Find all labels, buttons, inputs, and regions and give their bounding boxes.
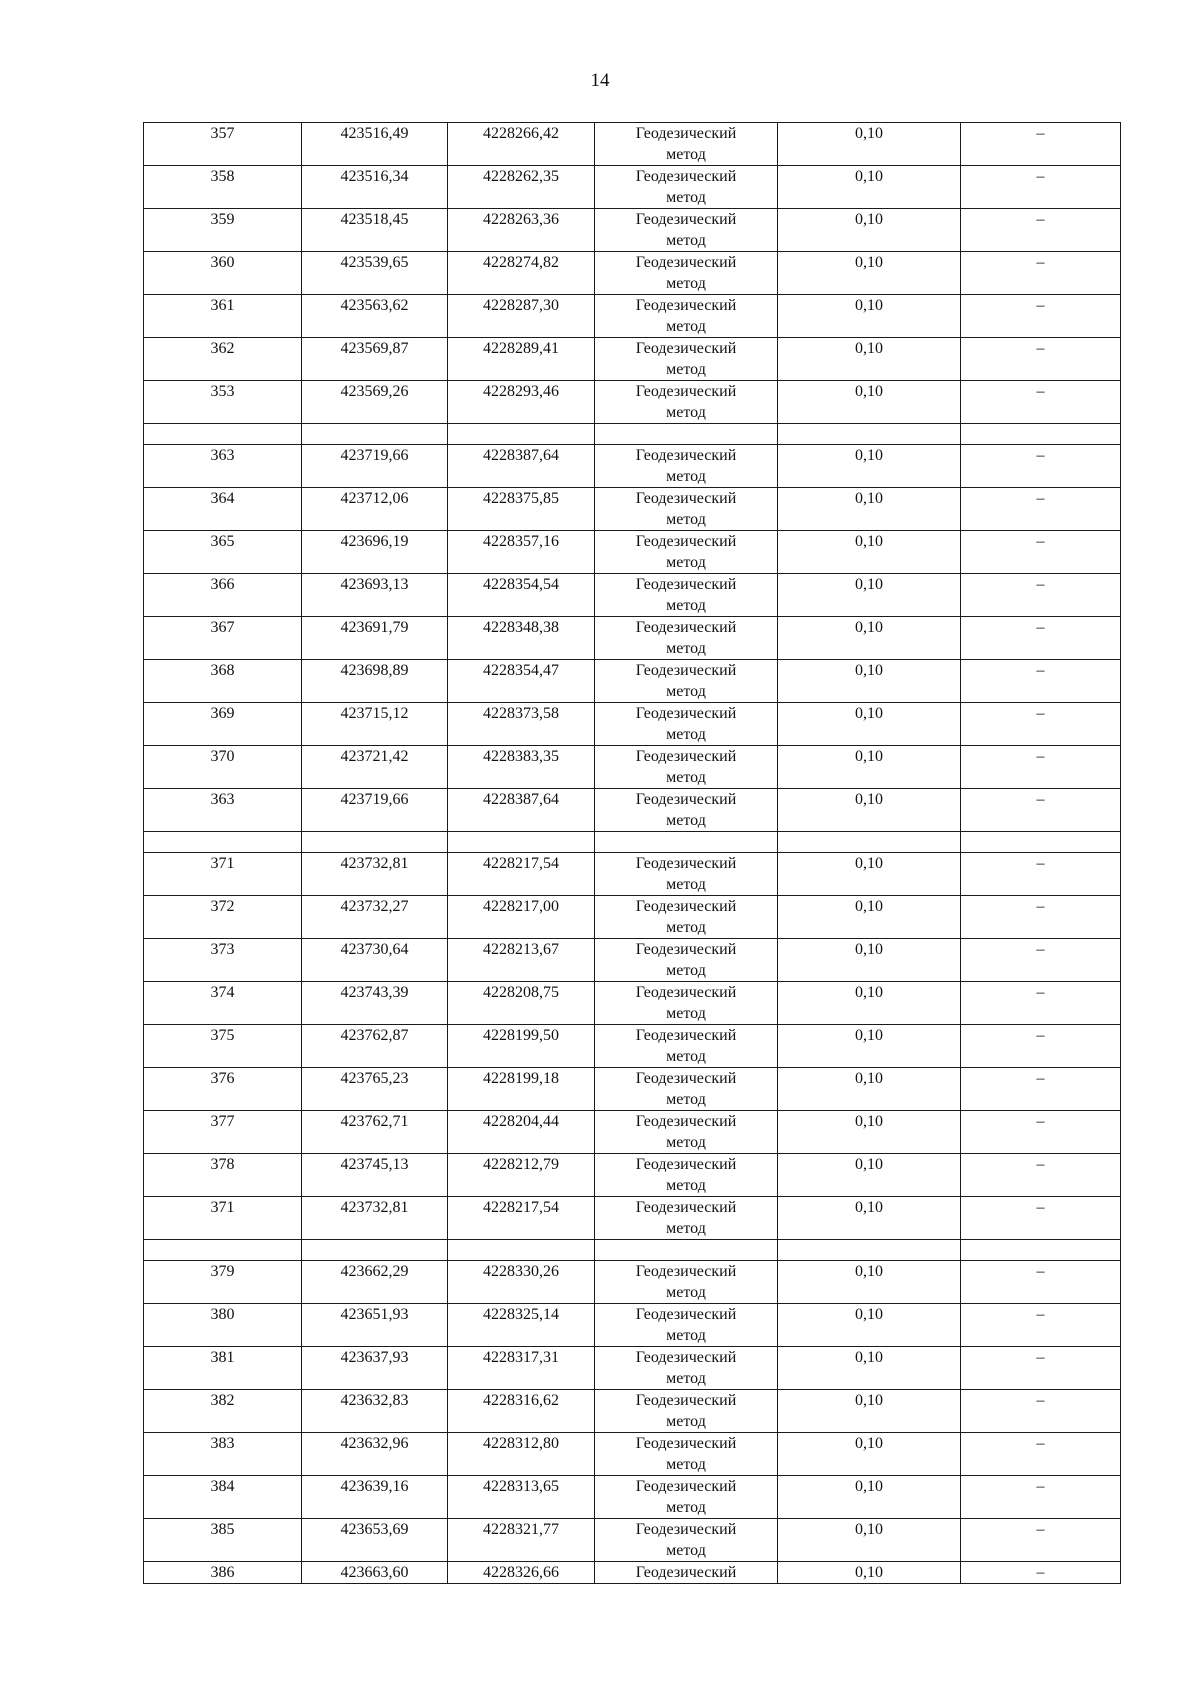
note-cell: – [961, 1154, 1121, 1197]
note-cell: – [961, 381, 1121, 424]
method-cell [595, 381, 778, 424]
y-coordinate-cell: 4228213,67 [448, 939, 595, 982]
accuracy-cell: 0,10 [778, 1347, 961, 1390]
method-text: Геодезический метод [635, 125, 737, 163]
table-row [144, 209, 1121, 252]
y-coordinate-cell: 4228263,36 [448, 209, 595, 252]
y-coordinate-cell: 4228287,30 [448, 295, 595, 338]
y-coordinate-cell: 4228217,54 [448, 853, 595, 896]
accuracy-cell: 0,10 [778, 789, 961, 832]
method-cell [595, 1476, 778, 1519]
note-cell [961, 424, 1121, 445]
x-coordinate-cell: 423730,64 [302, 939, 448, 982]
y-coordinate-cell: 4228321,77 [448, 1519, 595, 1562]
method-cell [595, 939, 778, 982]
point-number-cell: 360 [144, 252, 302, 295]
note-cell: – [961, 574, 1121, 617]
table-row [144, 1519, 1121, 1562]
method-text: Геодезический метод [635, 254, 737, 292]
point-number-cell [144, 1240, 302, 1261]
point-number-cell: 362 [144, 338, 302, 381]
accuracy-cell: 0,10 [778, 445, 961, 488]
y-coordinate-cell: 4228274,82 [448, 252, 595, 295]
method-cell [595, 295, 778, 338]
accuracy-cell: 0,10 [778, 1068, 961, 1111]
accuracy-cell: 0,10 [778, 746, 961, 789]
table-row [144, 660, 1121, 703]
point-number-cell: 375 [144, 1025, 302, 1068]
note-cell: – [961, 1111, 1121, 1154]
point-number-cell: 383 [144, 1433, 302, 1476]
accuracy-cell: 0,10 [778, 939, 961, 982]
accuracy-cell: 0,10 [778, 166, 961, 209]
method-cell [595, 252, 778, 295]
point-number-cell: 370 [144, 746, 302, 789]
point-number-cell: 366 [144, 574, 302, 617]
note-cell: – [961, 445, 1121, 488]
note-cell: – [961, 660, 1121, 703]
note-cell: – [961, 1068, 1121, 1111]
method-text: Геодезический метод [635, 1306, 737, 1344]
y-coordinate-cell: 4228266,42 [448, 123, 595, 166]
method-text: Геодезический метод [635, 748, 737, 786]
method-cell [595, 1240, 778, 1261]
method-cell [595, 531, 778, 574]
note-cell: – [961, 252, 1121, 295]
point-number-cell: 371 [144, 853, 302, 896]
table-row [144, 1111, 1121, 1154]
accuracy-cell: 0,10 [778, 617, 961, 660]
table-row [144, 445, 1121, 488]
method-text: Геодезический метод [635, 211, 737, 249]
note-cell: – [961, 488, 1121, 531]
note-cell: – [961, 1562, 1121, 1584]
table-row [144, 381, 1121, 424]
y-coordinate-cell [448, 1240, 595, 1261]
point-number-cell: 379 [144, 1261, 302, 1304]
accuracy-cell: 0,10 [778, 1433, 961, 1476]
note-cell [961, 1240, 1121, 1261]
table-row [144, 338, 1121, 381]
y-coordinate-cell: 4228312,80 [448, 1433, 595, 1476]
point-number-cell [144, 424, 302, 445]
x-coordinate-cell: 423516,34 [302, 166, 448, 209]
method-text: Геодезический метод [635, 383, 737, 421]
accuracy-cell [778, 1240, 961, 1261]
note-cell: – [961, 1197, 1121, 1240]
x-coordinate-cell: 423518,45 [302, 209, 448, 252]
note-cell: – [961, 789, 1121, 832]
point-number-cell: 363 [144, 789, 302, 832]
accuracy-cell: 0,10 [778, 1304, 961, 1347]
method-text: Геодезический метод [635, 576, 737, 614]
method-text: Геодезический метод [635, 619, 737, 657]
accuracy-cell [778, 832, 961, 853]
method-cell [595, 424, 778, 445]
method-cell [595, 1068, 778, 1111]
method-text: Геодезический метод [635, 533, 737, 571]
note-cell: – [961, 982, 1121, 1025]
method-cell [595, 338, 778, 381]
table-separator-row [144, 424, 1121, 445]
y-coordinate-cell: 4228313,65 [448, 1476, 595, 1519]
x-coordinate-cell: 423691,79 [302, 617, 448, 660]
accuracy-cell: 0,10 [778, 574, 961, 617]
table-row [144, 1304, 1121, 1347]
point-number-cell: 374 [144, 982, 302, 1025]
y-coordinate-cell: 4228325,14 [448, 1304, 595, 1347]
note-cell: – [961, 1304, 1121, 1347]
accuracy-cell: 0,10 [778, 1111, 961, 1154]
x-coordinate-cell: 423639,16 [302, 1476, 448, 1519]
x-coordinate-cell: 423696,19 [302, 531, 448, 574]
y-coordinate-cell: 4228199,50 [448, 1025, 595, 1068]
note-cell: – [961, 896, 1121, 939]
method-cell [595, 832, 778, 853]
y-coordinate-cell: 4228348,38 [448, 617, 595, 660]
x-coordinate-cell: 423745,13 [302, 1154, 448, 1197]
x-coordinate-cell: 423653,69 [302, 1519, 448, 1562]
method-cell [595, 445, 778, 488]
x-coordinate-cell [302, 424, 448, 445]
method-text: Геодезический [635, 1564, 737, 1581]
point-number-cell: 357 [144, 123, 302, 166]
table-row [144, 853, 1121, 896]
note-cell: – [961, 166, 1121, 209]
x-coordinate-cell: 423743,39 [302, 982, 448, 1025]
x-coordinate-cell: 423732,27 [302, 896, 448, 939]
x-coordinate-cell: 423721,42 [302, 746, 448, 789]
note-cell: – [961, 617, 1121, 660]
point-number-cell: 369 [144, 703, 302, 746]
accuracy-cell: 0,10 [778, 1390, 961, 1433]
method-text: Геодезический метод [635, 791, 737, 829]
y-coordinate-cell: 4228373,58 [448, 703, 595, 746]
point-number-cell: 378 [144, 1154, 302, 1197]
accuracy-cell: 0,10 [778, 209, 961, 252]
method-cell [595, 789, 778, 832]
note-cell: – [961, 123, 1121, 166]
method-text: Геодезический метод [635, 855, 737, 893]
accuracy-cell: 0,10 [778, 488, 961, 531]
y-coordinate-cell: 4228262,35 [448, 166, 595, 209]
table-row [144, 1197, 1121, 1240]
method-text: Геодезический метод [635, 1349, 737, 1387]
table-row [144, 166, 1121, 209]
x-coordinate-cell: 423539,65 [302, 252, 448, 295]
table-row [144, 295, 1121, 338]
table-row [144, 617, 1121, 660]
x-coordinate-cell: 423569,87 [302, 338, 448, 381]
method-text: Геодезический метод [635, 705, 737, 743]
note-cell: – [961, 1347, 1121, 1390]
method-cell [595, 746, 778, 789]
table-row [144, 1476, 1121, 1519]
method-cell [595, 703, 778, 746]
table-row [144, 574, 1121, 617]
y-coordinate-cell: 4228387,64 [448, 789, 595, 832]
table-row [144, 1261, 1121, 1304]
y-coordinate-cell: 4228330,26 [448, 1261, 595, 1304]
method-cell [595, 1519, 778, 1562]
table-row [144, 1562, 1121, 1584]
y-coordinate-cell: 4228217,00 [448, 896, 595, 939]
accuracy-cell: 0,10 [778, 1476, 961, 1519]
method-text: Геодезический метод [635, 1113, 737, 1151]
method-text: Геодезический метод [635, 1156, 737, 1194]
method-text: Геодезический метод [635, 297, 737, 335]
table-row [144, 939, 1121, 982]
accuracy-cell: 0,10 [778, 982, 961, 1025]
y-coordinate-cell: 4228354,47 [448, 660, 595, 703]
note-cell: – [961, 703, 1121, 746]
method-cell [595, 166, 778, 209]
table-row [144, 1025, 1121, 1068]
method-cell [595, 1025, 778, 1068]
table-row [144, 531, 1121, 574]
method-cell [595, 1347, 778, 1390]
table-separator-row [144, 1240, 1121, 1261]
point-number-cell: 367 [144, 617, 302, 660]
x-coordinate-cell: 423762,87 [302, 1025, 448, 1068]
method-text: Геодезический метод [635, 168, 737, 206]
method-text: Геодезический метод [635, 662, 737, 700]
x-coordinate-cell: 423693,13 [302, 574, 448, 617]
method-cell [595, 982, 778, 1025]
note-cell: – [961, 1519, 1121, 1562]
table-row [144, 1068, 1121, 1111]
point-number-cell [144, 832, 302, 853]
table-row [144, 746, 1121, 789]
method-cell [595, 1433, 778, 1476]
x-coordinate-cell: 423715,12 [302, 703, 448, 746]
method-cell [595, 1154, 778, 1197]
accuracy-cell: 0,10 [778, 703, 961, 746]
x-coordinate-cell: 423569,26 [302, 381, 448, 424]
accuracy-cell: 0,10 [778, 531, 961, 574]
y-coordinate-cell: 4228387,64 [448, 445, 595, 488]
table-row [144, 1433, 1121, 1476]
point-number-cell: 385 [144, 1519, 302, 1562]
x-coordinate-cell: 423765,23 [302, 1068, 448, 1111]
note-cell: – [961, 338, 1121, 381]
note-cell: – [961, 1390, 1121, 1433]
x-coordinate-cell: 423712,06 [302, 488, 448, 531]
y-coordinate-cell: 4228212,79 [448, 1154, 595, 1197]
point-number-cell: 386 [144, 1562, 302, 1584]
table-row [144, 982, 1121, 1025]
note-cell: – [961, 939, 1121, 982]
table-row [144, 1390, 1121, 1433]
method-cell [595, 660, 778, 703]
y-coordinate-cell: 4228383,35 [448, 746, 595, 789]
point-number-cell: 373 [144, 939, 302, 982]
x-coordinate-cell: 423632,96 [302, 1433, 448, 1476]
x-coordinate-cell [302, 832, 448, 853]
point-number-cell: 372 [144, 896, 302, 939]
y-coordinate-cell [448, 424, 595, 445]
method-cell [595, 1111, 778, 1154]
x-coordinate-cell: 423662,29 [302, 1261, 448, 1304]
method-text: Геодезический метод [635, 898, 737, 936]
y-coordinate-cell: 4228316,62 [448, 1390, 595, 1433]
point-number-cell: 353 [144, 381, 302, 424]
point-number-cell: 381 [144, 1347, 302, 1390]
note-cell: – [961, 1025, 1121, 1068]
y-coordinate-cell: 4228289,41 [448, 338, 595, 381]
y-coordinate-cell: 4228199,18 [448, 1068, 595, 1111]
method-text: Геодезический метод [635, 1070, 737, 1108]
coordinates-table [143, 122, 1121, 1584]
method-text: Геодезический метод [635, 1478, 737, 1516]
accuracy-cell [778, 424, 961, 445]
point-number-cell: 368 [144, 660, 302, 703]
table-separator-row [144, 832, 1121, 853]
x-coordinate-cell: 423719,66 [302, 789, 448, 832]
accuracy-cell: 0,10 [778, 853, 961, 896]
point-number-cell: 371 [144, 1197, 302, 1240]
x-coordinate-cell: 423516,49 [302, 123, 448, 166]
method-text: Геодезический метод [635, 490, 737, 528]
method-text: Геодезический метод [635, 340, 737, 378]
y-coordinate-cell [448, 832, 595, 853]
accuracy-cell: 0,10 [778, 1154, 961, 1197]
point-number-cell: 384 [144, 1476, 302, 1519]
table-row [144, 488, 1121, 531]
note-cell: – [961, 209, 1121, 252]
point-number-cell: 382 [144, 1390, 302, 1433]
y-coordinate-cell: 4228326,66 [448, 1562, 595, 1584]
table-row [144, 896, 1121, 939]
x-coordinate-cell: 423732,81 [302, 1197, 448, 1240]
table-row [144, 789, 1121, 832]
point-number-cell: 359 [144, 209, 302, 252]
x-coordinate-cell: 423651,93 [302, 1304, 448, 1347]
x-coordinate-cell: 423663,60 [302, 1562, 448, 1584]
x-coordinate-cell: 423563,62 [302, 295, 448, 338]
accuracy-cell: 0,10 [778, 252, 961, 295]
table-row [144, 123, 1121, 166]
method-text: Геодезический метод [635, 984, 737, 1022]
method-cell [595, 1562, 778, 1584]
accuracy-cell: 0,10 [778, 1261, 961, 1304]
accuracy-cell: 0,10 [778, 338, 961, 381]
point-number-cell: 358 [144, 166, 302, 209]
table-row [144, 252, 1121, 295]
note-cell: – [961, 746, 1121, 789]
point-number-cell: 363 [144, 445, 302, 488]
method-text: Геодезический метод [635, 1392, 737, 1430]
x-coordinate-cell: 423698,89 [302, 660, 448, 703]
accuracy-cell: 0,10 [778, 1519, 961, 1562]
x-coordinate-cell: 423732,81 [302, 853, 448, 896]
table-row [144, 1154, 1121, 1197]
x-coordinate-cell: 423762,71 [302, 1111, 448, 1154]
method-text: Геодезический метод [635, 1199, 737, 1237]
y-coordinate-cell: 4228293,46 [448, 381, 595, 424]
y-coordinate-cell: 4228354,54 [448, 574, 595, 617]
x-coordinate-cell: 423632,83 [302, 1390, 448, 1433]
note-cell: – [961, 853, 1121, 896]
y-coordinate-cell: 4228357,16 [448, 531, 595, 574]
x-coordinate-cell: 423637,93 [302, 1347, 448, 1390]
x-coordinate-cell [302, 1240, 448, 1261]
page-number: 14 [590, 70, 610, 91]
note-cell: – [961, 1261, 1121, 1304]
point-number-cell: 376 [144, 1068, 302, 1111]
accuracy-cell: 0,10 [778, 1025, 961, 1068]
accuracy-cell: 0,10 [778, 660, 961, 703]
method-cell [595, 1261, 778, 1304]
note-cell: – [961, 1476, 1121, 1519]
y-coordinate-cell: 4228217,54 [448, 1197, 595, 1240]
note-cell: – [961, 1433, 1121, 1476]
note-cell: – [961, 531, 1121, 574]
method-text: Геодезический метод [635, 1263, 737, 1301]
accuracy-cell: 0,10 [778, 295, 961, 338]
accuracy-cell: 0,10 [778, 1197, 961, 1240]
method-cell [595, 1390, 778, 1433]
table-row [144, 1347, 1121, 1390]
point-number-cell: 377 [144, 1111, 302, 1154]
table-row [144, 703, 1121, 746]
accuracy-cell: 0,10 [778, 123, 961, 166]
y-coordinate-cell: 4228317,31 [448, 1347, 595, 1390]
method-cell [595, 896, 778, 939]
accuracy-cell: 0,10 [778, 1562, 961, 1584]
note-cell [961, 832, 1121, 853]
accuracy-cell: 0,10 [778, 381, 961, 424]
y-coordinate-cell: 4228204,44 [448, 1111, 595, 1154]
method-text: Геодезический метод [635, 1521, 737, 1559]
coordinates-table-body [144, 123, 1121, 1584]
y-coordinate-cell: 4228375,85 [448, 488, 595, 531]
method-text: Геодезический метод [635, 447, 737, 485]
point-number-cell: 361 [144, 295, 302, 338]
x-coordinate-cell: 423719,66 [302, 445, 448, 488]
method-cell [595, 488, 778, 531]
method-text: Геодезический метод [635, 941, 737, 979]
method-cell [595, 574, 778, 617]
method-cell [595, 1197, 778, 1240]
method-text: Геодезический метод [635, 1435, 737, 1473]
method-cell [595, 209, 778, 252]
method-cell [595, 853, 778, 896]
y-coordinate-cell: 4228208,75 [448, 982, 595, 1025]
method-cell [595, 123, 778, 166]
method-cell [595, 1304, 778, 1347]
note-cell: – [961, 295, 1121, 338]
method-cell [595, 617, 778, 660]
point-number-cell: 380 [144, 1304, 302, 1347]
accuracy-cell: 0,10 [778, 896, 961, 939]
point-number-cell: 365 [144, 531, 302, 574]
method-text: Геодезический метод [635, 1027, 737, 1065]
point-number-cell: 364 [144, 488, 302, 531]
